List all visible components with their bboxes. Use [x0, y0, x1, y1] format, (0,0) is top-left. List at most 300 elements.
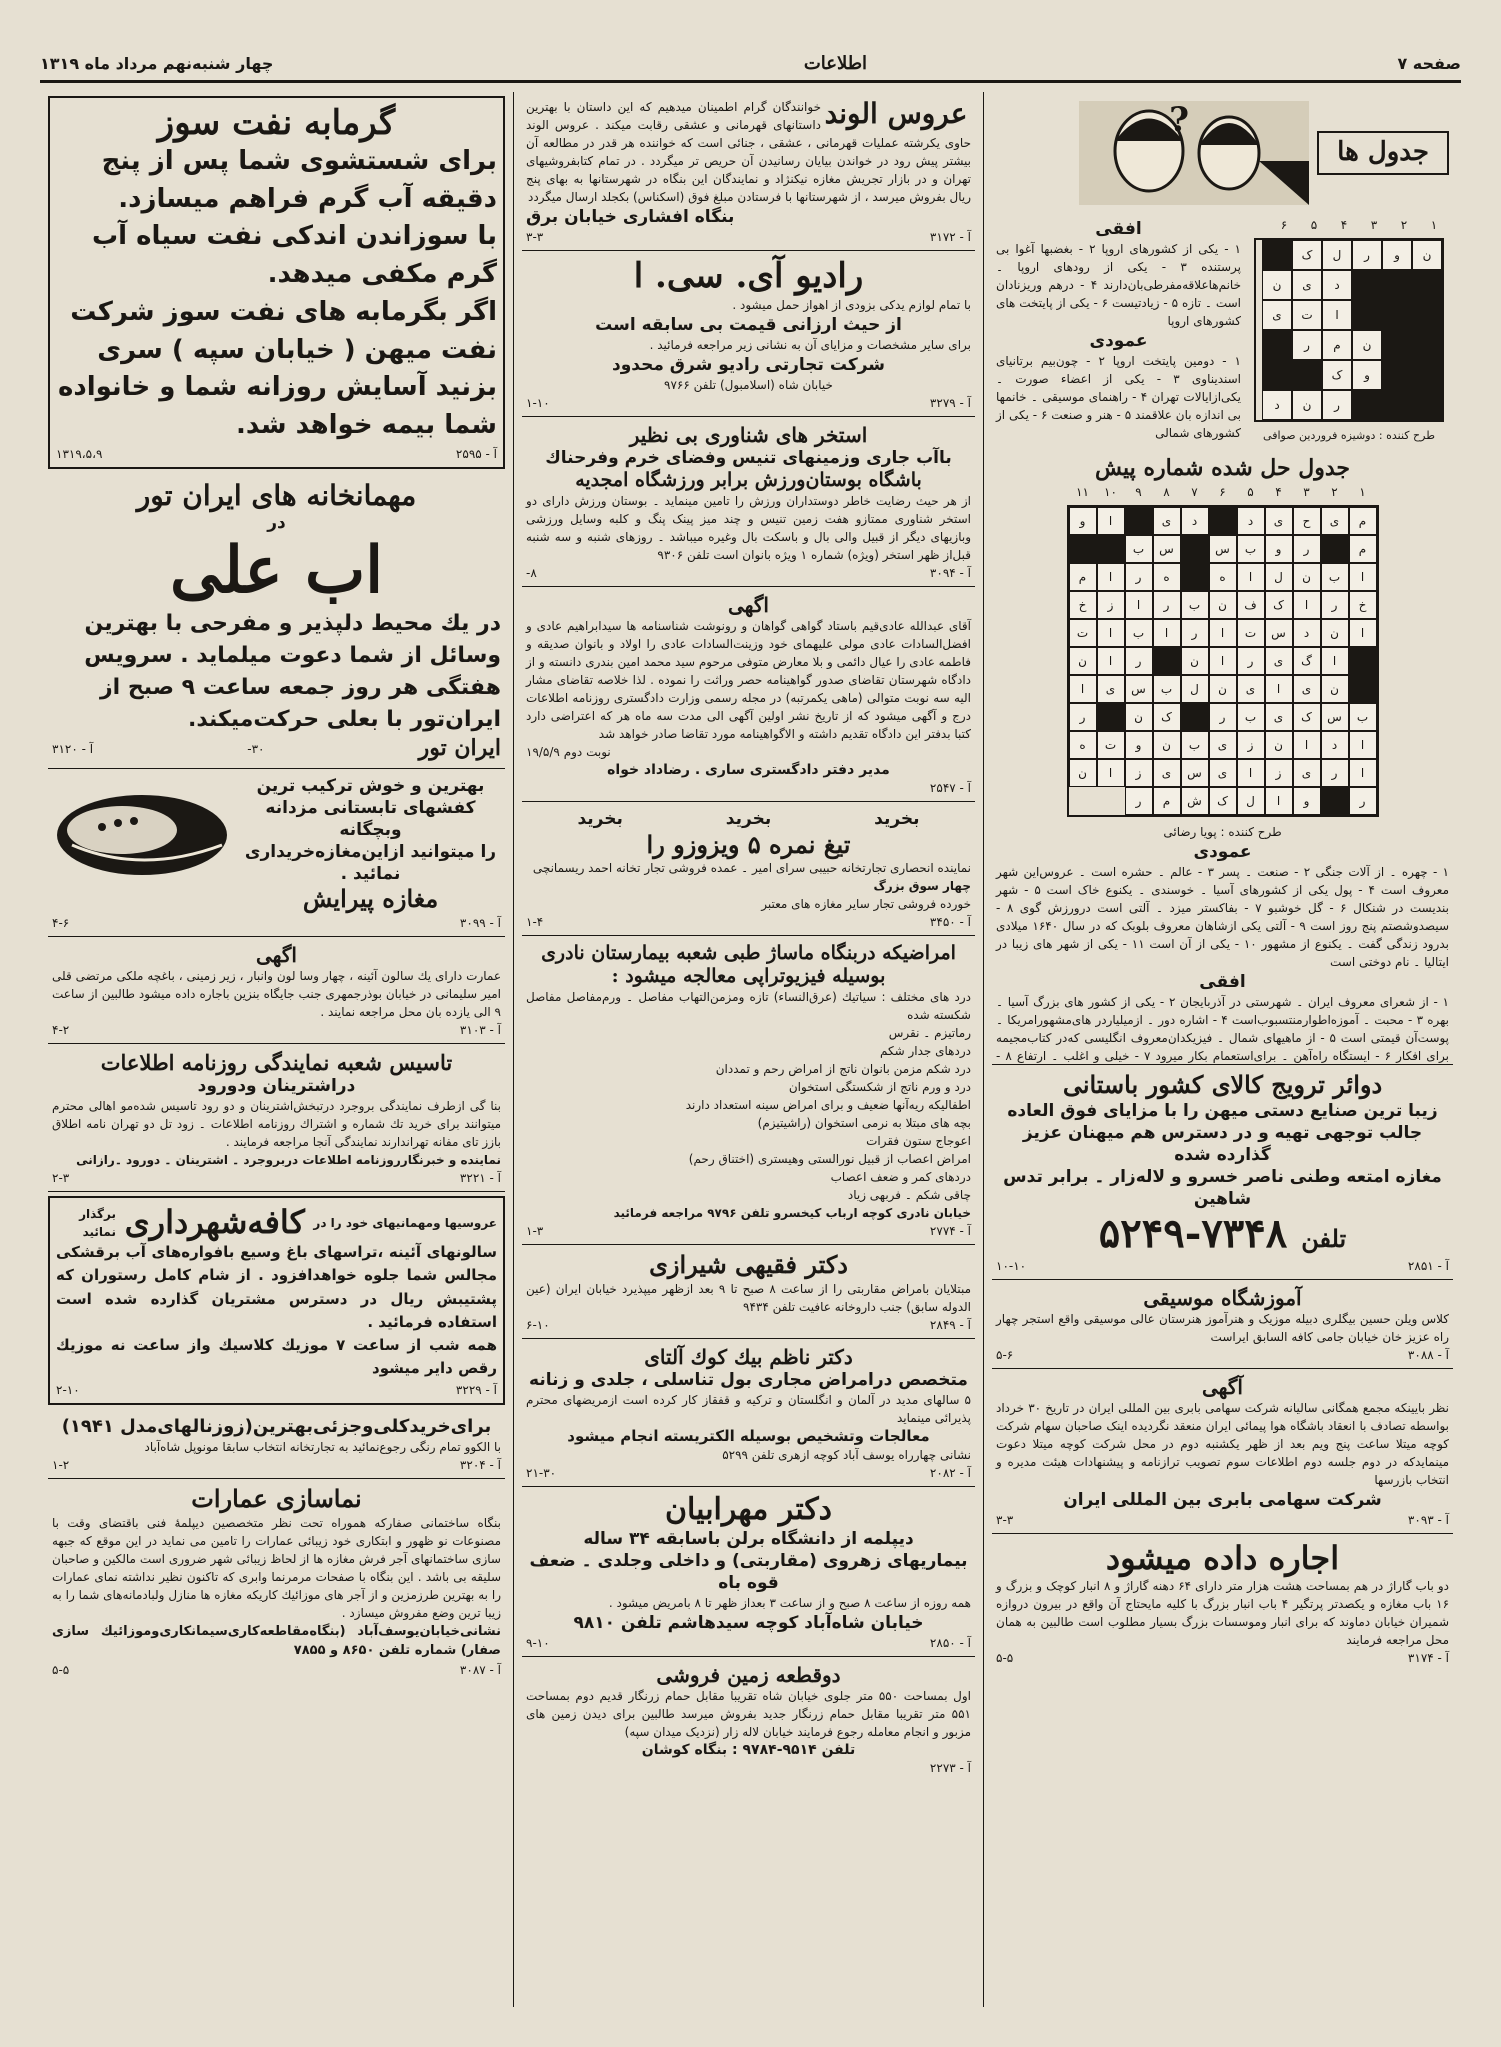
phone-number: ۷۳۴۸-۵۲۴۹	[1098, 1210, 1288, 1258]
grid-col-number: ۲	[1400, 218, 1408, 232]
grid-col-number: ۱	[1430, 218, 1438, 232]
grid-letter-cell: ت	[1237, 619, 1265, 647]
ad-physio-item: درد شکم مزمن بانوان ناتج از امراض رحم و تمددان	[715, 1061, 971, 1076]
grid-col-number: ۴	[1275, 484, 1282, 499]
grid-letter-cell: ن	[1412, 240, 1442, 270]
grid-letter-cell: ر	[1352, 240, 1382, 270]
solution-across-clues: ۱ - از شعرای معروف ایران ۔ شهرستی در آذربایجان ۲ - یکی از کشور های بزرگ آسیا ۔ بهره ۳ - محبت ۔ آموزه‌اطوار‌منتسبوب‌است ۴ - اشاره دور ۔ ازمیلیاردر های‌مشهورامریکا ۔ پوست‌آن قیمتی است ۵ - از ماهیهای شمال ۔ فیزیکدان‌معروف انگلیسی که‌در کتاب‌مجیمه برای افکار ۶ - ایستگاه راه‌آهن ۔ برای‌استعمام بکار میرود ۷ - خیلی و اغلب ۔ ارتفاع ۸ -	[996, 995, 1449, 1064]
ad-souvenirs-phone	[996, 1210, 1449, 1257]
ad-pool-body: از هر حیث رضایت خاطر دوستداران ورزش را تامین مینماید ۔ بوستان ورزش دارای دو استخر شناوری ممتازو هفت زمین تنیس و چند میز پینک پنگ و کلبه وسایل ورزشی وبازیهای دیگر از قبیل والی بال و باسکت بال وغیره میباشد ۔ روزهای شنبه و سه شنبه قبل‌از ظهر استخر (ویژه) شماره ۱ ویژه بانوان است تلفن ۹۳۰۶	[526, 494, 971, 563]
crossword-grid	[1254, 238, 1444, 422]
code-a: آ - ۳۰۹۳	[1407, 1513, 1449, 1528]
grid-col-number: ۶	[1280, 218, 1288, 232]
ad-building-body: عمارت دارای یك سالون آئینه ، چهار وسا لون وانبار ، زیر زمینی ، باغچه ملکی مرتضی قلی امیر سلیمانی در خیابان بوذرجمهری جنب جایگاه بنزین باجاره داده میشود طالبین از ساعت ۹ الی یازده بان محل مراجعه نمایند .	[52, 969, 501, 1020]
grid-letter-cell: ا	[1125, 591, 1153, 619]
grid-col-number: ۵	[1247, 484, 1254, 499]
ad-notice-right-body: نظر بایینکه مجمع همگانی سالیانه شرکت سهامی بابری بین المللی ایران در تاریخ ۳۰ خرداد بواسطه تصادف با انعقاد باشگاه هوا پیمائی ایران منعقد نگردیده اینک صاحبان سهام شرکت کوچه میتلا ساعت پنج ویم بعد از ظهر یکشنبه دوم در محل شرکت کوچه میتلا دعوت مینمایدکه در دوم جلسه دوم اطلاعات سوم تصویب ترازنامه و پیشنهادات هیئت مدیره و انتخاب بازرسها	[996, 1401, 1449, 1488]
grid-letter-cell: ا	[1321, 647, 1349, 675]
ad-altai-title: دکتر ناظم بیك کوك آلتای	[644, 1344, 853, 1369]
ad-irantour-in: در	[267, 513, 286, 534]
code-a: آ - ۲۰۸۲	[929, 1466, 971, 1481]
svg-text:?: ?	[1169, 101, 1190, 140]
grid-letter-cell: ی	[1262, 300, 1292, 330]
ad-rent	[992, 1534, 1453, 1671]
solution-grid	[1067, 505, 1379, 817]
grid-block-cell	[1321, 535, 1349, 563]
grid-letter-cell: ا	[1349, 563, 1377, 591]
grid-letter-cell: ک	[1322, 360, 1352, 390]
grid-letter-cell: ر	[1125, 563, 1153, 591]
grid-letter-cell: م	[1322, 330, 1352, 360]
ad-shoes-line3: را میتوانید ازاین‌مغازه‌خریداری نمائید .	[244, 842, 497, 885]
ad-physio	[522, 936, 975, 1245]
ad-land	[522, 1657, 975, 1781]
ad-physio-item: اعوجاج ستون فقرات	[866, 1133, 971, 1148]
ad-rent-code	[996, 1651, 1449, 1665]
code-b: ۱-۱۰	[526, 396, 550, 411]
grid-block-cell	[1352, 300, 1382, 330]
ad-shoes-store: مغازه پیرایش	[302, 884, 439, 914]
ad-facade	[48, 1479, 505, 1683]
grid-letter-cell: ر	[1209, 703, 1237, 731]
grid-block-cell	[1412, 360, 1442, 390]
ad-bath-body3: اگر بگرمابه های نفت سوز شرکت نفت میهن ( خیابان سپه ) سری بزنید آسایش روزانه شما و خانواده شما بیمه خواهد شد.	[58, 296, 497, 440]
grid-block-cell	[1209, 507, 1237, 535]
grid-block-cell	[1292, 360, 1322, 390]
grid-letter-cell: ب	[1125, 535, 1153, 563]
grid-block-cell	[1097, 535, 1125, 563]
code-b: ۶-۱۰	[526, 1317, 550, 1332]
ad-rent-body: دو باب گاراژ در هم بمساحت هشت هزار متر دارای ۶۴ دهنه گاراژ و ۸ انبار کوچک و بزرگ و ۱۶ باب مغازه و یکصدتر پرتگیر ۴ باب انبار بزرگ با کلیه مایحتاج آن واقع در بیرون دروازه شمیران خیابان دماوند که برای انبار وموسسات بزرگ بسیار مطلوب است طالبین به همان محل مراجعه فرمایند	[996, 1579, 1450, 1648]
ad-mehrabian-line2: بیماریهای زهروی (مقاربتی) و داخلی وجلدی ۔ ضعف قوه باه	[529, 1550, 968, 1594]
grid-letter-cell: ک	[1153, 703, 1181, 731]
ad-mehrabian-address: خیابان شاه‌آباد کوچه سیدهاشم تلفن ۹۸۱۰	[573, 1613, 924, 1634]
grid-letter-cell: و	[1293, 787, 1321, 815]
left-column	[40, 92, 513, 2007]
ad-branch-names: نماینده و خبرنگارروزنامه اطلاعات دربروجرد ۔ اشترینان ۔ دورود ۔رازانی	[76, 1153, 501, 1168]
ad-music-code	[996, 1348, 1449, 1362]
ad-radio-company: شرکت تجارتی رادیو شرق محدود	[612, 355, 885, 376]
grid-col-number: ۲	[1331, 484, 1338, 499]
ad-mehrabian-title: دکتر مهرابیان	[664, 1492, 833, 1528]
down-title: عمودی	[1089, 331, 1148, 352]
ad-cafe-code	[56, 1383, 497, 1397]
code-b: ۱-۳	[526, 1223, 544, 1238]
ad-pool-line1: باآب جاری وزمینهای تنیس وفضای خرم وفرحناك	[545, 448, 952, 469]
ad-pool	[522, 417, 975, 587]
ad-alvand-title: عروس الوند	[824, 97, 968, 130]
grid-letter-cell: ا	[1237, 759, 1265, 787]
ad-notice-right-signer: شرکت سهامی بابری بین المللی ایران	[1063, 1490, 1382, 1511]
crossword-col-numbers	[1249, 218, 1449, 232]
grid-block-cell	[1069, 535, 1097, 563]
ad-physio-item: چاقی شکم ۔ فربهی زیاد	[847, 1187, 971, 1202]
code-a: آ - ۳۲۷۹	[929, 396, 971, 411]
grid-letter-cell: د	[1181, 507, 1209, 535]
grid-block-cell	[1181, 563, 1209, 591]
ad-altai-subtitle: متخصص درامراض مجاری بول تناسلی ، جلدی و زنانه	[529, 1369, 968, 1390]
grid-block-cell	[1412, 300, 1442, 330]
ad-cafe-side: برگذار نمائید	[79, 1206, 116, 1239]
ad-bath-title: گرمابه نفت سوز	[157, 103, 396, 143]
grid-letter-cell: ر	[1321, 759, 1349, 787]
ad-radio-line1: با تمام لوازم یدکی بزودی از اهواز حمل میشود .	[732, 298, 971, 313]
grid-letter-cell: م	[1153, 787, 1181, 815]
code-a: آ - ۲۸۵۰	[929, 1636, 971, 1651]
grid-letter-cell: ی	[1292, 270, 1322, 300]
grid-block-cell	[1349, 675, 1377, 703]
ad-shoes-code	[52, 916, 501, 930]
grid-letter-cell: ا	[1322, 300, 1352, 330]
grid-letter-cell: ر	[1125, 787, 1153, 815]
ad-souvenirs-line1: زیبا ترین صنایع دستی میهن را با مزایای فوق العاده	[1007, 1100, 1438, 1121]
grid-letter-cell: ا	[1097, 619, 1125, 647]
ad-physio-item: رماتیزم ۔ نقرس	[888, 1025, 971, 1040]
grid-letter-cell: ی	[1097, 675, 1125, 703]
code-a: آ - ۳۴۵۰	[929, 915, 971, 930]
grid-letter-cell: ر	[1125, 647, 1153, 675]
grid-letter-cell: م	[1069, 563, 1097, 591]
grid-letter-cell: ی	[1237, 675, 1265, 703]
grid-letter-cell: ت	[1069, 619, 1097, 647]
grid-letter-cell: ه	[1069, 731, 1097, 759]
grid-letter-cell: ا	[1209, 619, 1237, 647]
grid-letter-cell: ن	[1069, 759, 1097, 787]
ad-notice-mid-round: نوبت دوم ۱۹/۵/۹	[526, 745, 611, 760]
grid-letter-cell: ه	[1153, 563, 1181, 591]
grid-letter-cell: ب	[1349, 703, 1377, 731]
grid-letter-cell: و	[1125, 731, 1153, 759]
middle-column	[513, 92, 983, 2007]
ad-branch-title: تاسیس شعبه نمایندگی روزنامه اطلاعات	[100, 1050, 453, 1076]
grid-col-number: ۹	[1135, 484, 1142, 499]
grid-letter-cell: س	[1321, 703, 1349, 731]
grid-letter-cell: ر	[1153, 591, 1181, 619]
grid-letter-cell: ی	[1265, 703, 1293, 731]
grid-letter-cell: ن	[1069, 647, 1097, 675]
ad-bath-code	[56, 447, 497, 461]
ad-cafe-bold: همه شب از ساعت ۷ موزیك کلاسیك واز ساعت نه موزیك رقص دایر میشود	[56, 1336, 497, 1378]
ad-shoes	[48, 769, 505, 937]
grid-letter-cell: ش	[1181, 787, 1209, 815]
ad-cafe-pre: عروسیها ومهمانیهای خود را در	[313, 1215, 497, 1230]
grid-letter-cell: و	[1352, 360, 1382, 390]
code-a: آ - ۲۸۵۱	[1407, 1259, 1449, 1274]
paper-name: اطلاعات	[803, 52, 868, 74]
ad-land-phones: تلفن ۹۵۱۴-۹۷۸۴ : بنگاه کوشان	[641, 1742, 856, 1759]
ad-building-title: اگهی	[256, 943, 297, 968]
grid-letter-cell: ن	[1321, 675, 1349, 703]
grid-block-cell	[1097, 703, 1125, 731]
ad-shoes-row	[52, 775, 501, 914]
ad-physio-item: امراض اعصاب از قبیل نورالستی وهیستری (اختناق رحم)	[688, 1151, 971, 1166]
grid-letter-cell: ی	[1153, 759, 1181, 787]
grid-letter-cell: ر	[1293, 535, 1321, 563]
ad-opel-body: با الکوو تمام رنگی رجوع‌نمائید به تجارتخانه انتخاب سابقا مونوپل شاه‌آباد	[144, 1440, 501, 1455]
down-clues: ۱ - دومین پایتخت اروپا ۲ - چون‌بیم برتانیای اسندیناوی ۳ - یکی از اعضاء صورت ۔ یکی‌ازایالات تهران ۴ - راهنمای موسیقی ۔ خانمها بی اندازه بان علاقمند ۵ - هنر و صنعت ۶ - یکی از کشورهای شمالی	[996, 354, 1241, 441]
grid-letter-cell: ز	[1237, 731, 1265, 759]
ad-razor-buy-row	[526, 808, 971, 830]
ad-razor	[522, 802, 975, 936]
grid-letter-cell: ل	[1265, 563, 1293, 591]
grid-block-cell	[1349, 647, 1377, 675]
grid-letter-cell: ن	[1153, 731, 1181, 759]
code-a: آ - ۳۰۸۸	[1407, 1348, 1449, 1363]
shoe-icon	[52, 775, 232, 885]
grid-letter-cell: ی	[1209, 759, 1237, 787]
grid-letter-cell: ا	[1265, 675, 1293, 703]
grid-letter-cell: ک	[1265, 591, 1293, 619]
ad-souvenirs	[992, 1065, 1453, 1280]
ad-music-body: کلاس ویلن حسین بیگلری دبیله موزیک و هنرآموز هنرستان عالی موسیقی واقع استجر چهار راه عزیز خان خیابان جامی کافه السابق ایراست	[996, 1312, 1449, 1345]
ad-shoes-line1: بهترین و خوش ترکیب ترین	[256, 775, 485, 796]
ad-opel	[48, 1409, 505, 1479]
ad-altai-bold: معالجات وتشخیص بوسیله الکتریسته انجام میشود	[567, 1426, 930, 1445]
phone-label: تلفن	[1301, 1224, 1347, 1254]
grid-letter-cell: ر	[1069, 703, 1097, 731]
grid-letter-cell: م	[1349, 507, 1377, 535]
grid-letter-cell: د	[1322, 270, 1352, 300]
grid-letter-cell: د	[1293, 619, 1321, 647]
grid-letter-cell: ک	[1293, 703, 1321, 731]
ad-pool-code	[526, 566, 971, 580]
grid-block-cell	[1382, 330, 1412, 360]
code-a: آ - ۲۵۴۷	[929, 781, 971, 796]
ad-facade-code	[52, 1663, 501, 1677]
code-b: ۳-۳	[996, 1513, 1014, 1528]
ad-land-body: اول بمساحت ۵۵۰ متر جلوی خیابان شاه تقریبا مقابل حمام زرنگار قدیم دوم بمساحت ۵۵۱ متر تقریبا مقابل حمام زرنگار جدید بفروش میرسد طالبین برای دیدن زمین های مزبور و انجام معامله رجوع فرمایند خیابان لاله زار (نزدیک میدان سپه)	[526, 1689, 971, 1740]
ad-physio-address: خیابان نادری کوچه ارباب کیخسرو تلفن ۹۷۹۶ مراجعه فرمائید	[613, 1205, 971, 1220]
ad-alvand	[522, 92, 975, 251]
ad-razor-buy-1: بخرید	[874, 809, 920, 830]
ad-faghihi-code	[526, 1318, 971, 1332]
ad-irantour	[48, 473, 505, 769]
code-a: آ - ۳۰۹۹	[459, 916, 501, 931]
grid-letter-cell: ر	[1237, 647, 1265, 675]
grid-letter-cell: ی	[1265, 647, 1293, 675]
crossword-clues	[996, 218, 1241, 445]
ad-music-title: آموزشگاه موسیقی	[1143, 1286, 1302, 1311]
grid-letter-cell: ا	[1349, 731, 1377, 759]
ad-bath-body1: برای شستشوی شما پس از پنج دقیقه آب گرم فراهم میسازد.	[101, 146, 497, 214]
ad-souvenirs-code	[996, 1259, 1449, 1273]
ad-notice-right-title: آگهی	[1202, 1375, 1243, 1400]
code-b: ۲-۱۰	[56, 1382, 80, 1397]
grid-letter-cell: ب	[1237, 535, 1265, 563]
grid-letter-cell: ا	[1293, 591, 1321, 619]
ad-physio-item: دردهای جدار شکم	[879, 1043, 971, 1058]
ad-shoes-line2: کفشهای تابستانی مزدانه وبچگانه	[265, 797, 476, 841]
ad-irantour-place: اب علی	[169, 533, 384, 609]
grid-block-cell	[1382, 390, 1412, 420]
grid-letter-cell: ن	[1292, 390, 1322, 420]
solution-title: جدول حل شده شماره پیش	[1095, 454, 1350, 481]
grid-col-number: ۱	[1359, 484, 1366, 499]
code-b: ۲۱-۳۰	[526, 1466, 557, 1481]
ad-alvand-address: بنگاه افشاری خیابان برق	[526, 207, 735, 227]
grid-letter-cell: ا	[1293, 731, 1321, 759]
ad-irantour-body: در یك محیط دلپذیر و مفرحی با بهترین وسائل از شما دعوت میلماید . سرویس هفتگی هر روز جمعه ساعت ۹ صبح از ایران‌تور با بعلی حرکت‌میکند.	[84, 610, 501, 732]
grid-letter-cell: و	[1265, 535, 1293, 563]
code-a: آ - ۳۲۰۴	[459, 1458, 501, 1473]
grid-block-cell	[1153, 647, 1181, 675]
grid-letter-cell: ت	[1292, 300, 1322, 330]
grid-col-number: ۱۱	[1076, 484, 1089, 499]
grid-letter-cell: س	[1265, 619, 1293, 647]
grid-block-cell	[1352, 270, 1382, 300]
grid-block-cell	[1262, 240, 1292, 270]
ad-alvand-body: خوانندگان گرام اطمینان میدهیم که این داستان با بهترین داستانهای قهرمانی و عشقی رقابت میکند . عروس الوند حاوی یکرشته عملیات قهرمانی ، عشقی ، جنائی است که خواننده هر قدر در مطالعه آن بیشتر پیش رود در خواندن بیایان رسانیدن آن حریص تر میگردد . در تمام کتابفروشیهای تهران و در بازار تجریش مغازه نیکنژاد و نمایندگان این بنگاه در شهرستانها به بهای پنج ریال بفروش میرسد ، از شهرستانها با فرستادن مبلغ فوق (اسکناس) بکجلد ارسال میگردد	[526, 100, 971, 204]
right-column	[983, 92, 1461, 2007]
grid-letter-cell: ن	[1265, 731, 1293, 759]
grid-letter-cell: ر	[1321, 591, 1349, 619]
grid-block-cell	[1382, 270, 1412, 300]
masthead	[40, 46, 1461, 83]
grid-letter-cell: گ	[1293, 647, 1321, 675]
grid-letter-cell: ن	[1352, 330, 1382, 360]
grid-col-number: ۶	[1219, 484, 1226, 499]
ad-razor-line2: چهار سوق بزرگ	[873, 879, 971, 894]
code-b: ۱-۲	[52, 1458, 70, 1473]
issue-date: چهار شنبه‌نهم مرداد ماه ۱۳۱۹	[40, 53, 274, 73]
grid-letter-cell: ل	[1181, 675, 1209, 703]
ad-building	[48, 937, 505, 1044]
ad-cafe	[48, 1196, 505, 1404]
grid-col-number: ۴	[1340, 218, 1348, 232]
grid-col-number: ۳	[1370, 218, 1378, 232]
ad-physio-intro: درد های مختلف : سیاتیك (عرق‌النساء) تازه ومزمن‌التهاب مفاصل ۔ ورم‌مفاصل مفاصل شکسته شده	[526, 989, 971, 1022]
grid-letter-cell: ب	[1125, 619, 1153, 647]
code-b: ۸-	[526, 566, 537, 581]
code-a: آ - ۲۷۷۴	[929, 1223, 971, 1238]
ad-mehrabian-line3: همه روزه از ساعت ۸ صبح و از ساعت ۳ بعداز ظهر تا ۸ بامریض میشود .	[608, 1596, 971, 1611]
grid-letter-cell: ت	[1097, 731, 1125, 759]
code-a: آ - ۲۵۹۵	[455, 446, 497, 461]
grid-letter-cell: ل	[1322, 240, 1352, 270]
grid-letter-cell: ی	[1209, 731, 1237, 759]
ad-branch-subtitle: دراشترینان ودورود	[197, 1076, 356, 1097]
across-clues: ۱ - یکی از کشورهای اروپا ۲ - بغضبها آغوا بی پرستنده ۳ - یکی از رودهای اروپا ۔ خانم‌ها‌علاقه‌مفرطی‌بان‌دارند ۴ - درهم وریزنادان است ۔ تازه ۵ - زیادتیست ۶ - یکی از پایتخت های کشورهای اروپا	[996, 242, 1241, 329]
code-b: ۴-۲	[52, 1023, 70, 1038]
ad-irantour-title: مهمانخانه های ایران تور	[136, 478, 417, 512]
code-a: آ - ۳۱۰۳	[459, 1023, 501, 1038]
grid-block-cell	[1382, 360, 1412, 390]
ad-alvand-code	[526, 230, 971, 244]
grid-col-number: ۷	[1191, 484, 1198, 499]
ad-land-title: دوقطعه زمین فروشی	[656, 1663, 841, 1688]
code-a: آ - ۳۲۲۱	[459, 1171, 501, 1186]
code-a: آ - ۳۱۷۲	[929, 230, 971, 245]
grid-letter-cell: س	[1209, 535, 1237, 563]
code-b: ۹-۱۰	[526, 1636, 550, 1651]
ad-radio-line2: از حیث ارزانی قیمت بی سابقه است	[595, 315, 902, 336]
grid-letter-cell: ک	[1292, 240, 1322, 270]
crossword-grid-wrap	[1249, 218, 1449, 445]
grid-block-cell	[1262, 360, 1292, 390]
solution-col-numbers	[1069, 485, 1377, 499]
grid-letter-cell: ا	[1097, 759, 1125, 787]
grid-col-number: ۱۰	[1104, 484, 1117, 499]
page-number: صفحه ۷	[1397, 53, 1461, 73]
grid-letter-cell: ی	[1153, 507, 1181, 535]
grid-block-cell	[1181, 703, 1209, 731]
ad-physio-code	[526, 1224, 971, 1238]
crossword-puzzle-block	[996, 218, 1449, 445]
grid-col-number: ۳	[1303, 484, 1310, 499]
code-b: ۵-۵	[996, 1651, 1014, 1666]
code-a: آ - ۳۱۷۴	[1407, 1651, 1449, 1666]
grid-letter-cell: ا	[1209, 647, 1237, 675]
ad-notice-mid-title: اگهی	[728, 593, 769, 618]
ad-bath	[48, 96, 505, 469]
code-a: آ - ۳۲۲۹	[455, 1382, 497, 1397]
code-b: ۲-۳	[52, 1171, 70, 1186]
solution-down-title: عمودی	[1193, 841, 1252, 862]
ad-building-code	[52, 1023, 501, 1037]
grid-letter-cell: ر	[1322, 390, 1352, 420]
grid-letter-cell: ن	[1209, 675, 1237, 703]
ad-radio-title: رادیو آی. سی. ا	[633, 256, 864, 297]
ad-altai-code	[526, 1466, 971, 1480]
grid-col-number: ۸	[1163, 484, 1170, 499]
grid-block-cell	[1412, 330, 1442, 360]
grid-block-cell	[1412, 390, 1442, 420]
grid-letter-cell: ز	[1097, 591, 1125, 619]
ad-notice-right	[992, 1369, 1453, 1534]
ad-razor-code	[526, 915, 971, 929]
ad-cafe-body: سالونهای آئینه ،تراسهای باغ وسیع بافواره‌های آب برقشکی مجالس شما جلوه خواهد‌افزود . از شام کامل رستوران که پشتیبش ریال در دسترس مشتریان گذارده شده است استفاده فرمائید .	[56, 1243, 497, 1331]
grid-block-cell	[1262, 330, 1292, 360]
grid-letter-cell: ز	[1265, 759, 1293, 787]
solution-down-clues: ۱ - چهره ۔ از آلات جنگی ۲ - صنعت ۔ پسر ۳ - عالم ۔ حشره است ۔ عروس‌این شهر معروف است ۴ - پول یکی از کشورهای آسیا ۔ خوسندی ۔ یکنوع خاک است ۵ - شهر بندیست در شنکال ۶ - گل خوشبو ۷ - بفاکستر میزد ۔ آلتی است درورزش گوی ۸ - سیصدوشصتم پنج روز است ۹ - آلتی یکی ازشاهان معروف بلوبک که در سال ۱۶۴۰ میلادی بدرود زندگی گفت ۔ یکنوع از مشهور ۱۰ - یکی از آن است ۱۱ - یکی از شهر های زیبا در ایتالیا ۔ نام دوختی است	[996, 864, 1450, 969]
grid-letter-cell: ا	[1265, 787, 1293, 815]
ad-cafe-header	[56, 1204, 497, 1241]
grid-letter-cell: ف	[1237, 591, 1265, 619]
grid-letter-cell: ک	[1209, 787, 1237, 815]
grid-block-cell	[1181, 535, 1209, 563]
ad-facade-title: نماسازی عمارات	[191, 1484, 362, 1514]
ad-notice-mid	[522, 587, 975, 802]
grid-letter-cell: ن	[1321, 619, 1349, 647]
ad-physio-title: امراضیکه دربنگاه ماساژ طبی شعبه بیمارستان نادری بوسیله فیزیوتراپی معالجه میشود :	[541, 942, 956, 988]
grid-block-cell	[1321, 787, 1349, 815]
ad-mehrabian-line1: دیپلمه از دانشگاه برلن باسابقه ۳۴ ساله	[583, 1528, 914, 1549]
ad-altai-body: ۵ سالهای مدید در آلمان و انگلستان و ترکیه و قفقاز کار کرده است ازمریضهای محترم پذیرائی مینماید	[526, 1392, 971, 1425]
code-a: آ - ۲۲۷۳	[929, 1761, 971, 1776]
ad-mehrabian-code	[526, 1636, 971, 1650]
ad-shoes-text	[240, 775, 501, 914]
ad-razor-buy-2: بخرید	[725, 809, 772, 830]
ad-facade-address: نشانی‌خیابان‌یوسف‌آباد (بنگاه‌مقاطعه‌کاری‌سیمانکاری‌وموزائیك سازی صفار) شماره تلفن ۸۶۵۰ و ۷۸۵۵	[52, 1623, 501, 1659]
solution-credit: طرح کننده : پویا رضائی	[1163, 824, 1282, 839]
grid-letter-cell: ا	[1349, 619, 1377, 647]
grid-letter-cell: ل	[1237, 787, 1265, 815]
ad-notice-mid-signer: مدیر دفتر دادگستری ساری . رضاداد خواه	[607, 762, 890, 779]
grid-letter-cell: خ	[1069, 591, 1097, 619]
grid-letter-cell: س	[1181, 759, 1209, 787]
ad-razor-line3: خورده فروشی تجار سایر مغازه های معتبر	[761, 897, 971, 912]
crossword-illustration-icon	[1079, 101, 1309, 205]
ad-radio	[522, 251, 975, 417]
grid-letter-cell: ی	[1293, 759, 1321, 787]
grid-letter-cell: ا	[1097, 563, 1125, 591]
code-b: ۱۰-۱۰	[996, 1259, 1027, 1274]
ad-faghihi	[522, 1245, 975, 1339]
ad-branch	[48, 1044, 505, 1192]
code-b: ۴-۶	[52, 916, 70, 931]
ad-souvenirs-store: مغازه امتعه وطنی ناصر خسرو و لاله‌زار ۔ برابر تدس شاهین	[1003, 1167, 1442, 1210]
grid-letter-cell: ه	[1209, 563, 1237, 591]
